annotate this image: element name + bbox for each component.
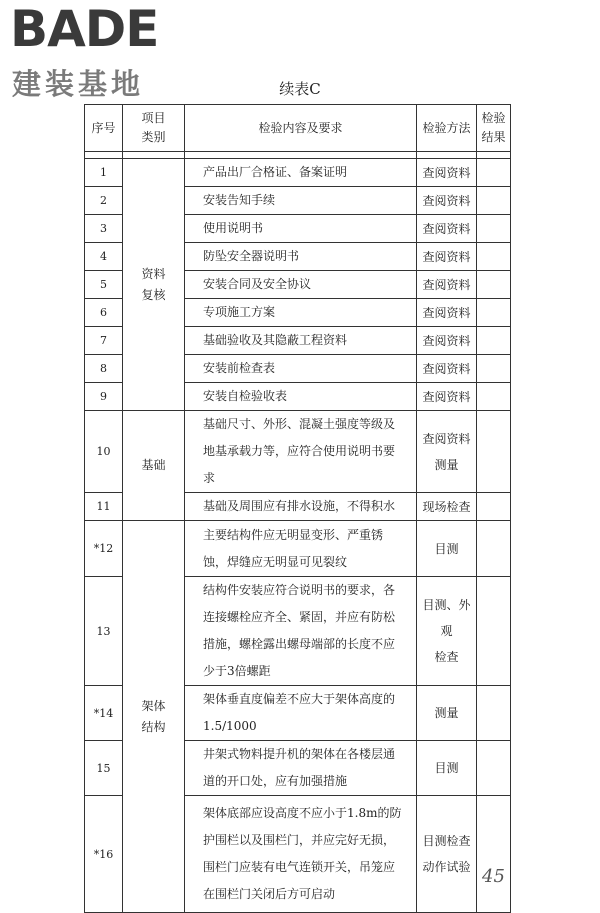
row-number: *14 xyxy=(85,686,123,741)
category-frame: 架体 结构 xyxy=(123,521,185,913)
row-result xyxy=(477,521,511,577)
row-result xyxy=(477,355,511,383)
row-result xyxy=(477,577,511,686)
row-number: 6 xyxy=(85,299,123,327)
row-result xyxy=(477,796,511,913)
row-content: 产品出厂合格证、备案证明 xyxy=(185,159,417,187)
row-method: 查阅资料 xyxy=(417,187,477,215)
row-method: 目测 xyxy=(417,521,477,577)
inspection-table xyxy=(84,104,511,913)
row-method: 查阅资料 xyxy=(417,271,477,299)
row-content: 基础尺寸、外形、混凝土强度等级及地基承载力等，应符合使用说明书要求 xyxy=(185,411,417,493)
row-result xyxy=(477,187,511,215)
row-result xyxy=(477,686,511,741)
row-content: 基础验收及其隐蔽工程资料 xyxy=(185,327,417,355)
row-result xyxy=(477,243,511,271)
table-row xyxy=(85,159,511,187)
row-number: 9 xyxy=(85,383,123,411)
row-content: 基础及周围应有排水设施，不得积水 xyxy=(185,493,417,521)
row-method: 查阅资料 xyxy=(417,299,477,327)
row-method: 查阅资料 xyxy=(417,383,477,411)
row-content: 结构件安装应符合说明书的要求，各连接螺栓应齐全、紧固，并应有防松措施，螺栓露出螺母端部的长度不应少于3倍螺距 xyxy=(185,577,417,686)
header-method: 检验方法 xyxy=(417,105,477,152)
header-content: 检验内容及要求 xyxy=(185,105,417,152)
row-method: 目测、外观 检查 xyxy=(417,577,477,686)
header-result: 检验 结果 xyxy=(477,105,511,152)
row-method: 查阅资料 xyxy=(417,327,477,355)
header-category: 项目 类别 xyxy=(123,105,185,152)
row-result xyxy=(477,215,511,243)
row-method: 查阅资料 测量 xyxy=(417,411,477,493)
row-result xyxy=(477,741,511,796)
row-content: 使用说明书 xyxy=(185,215,417,243)
row-method: 目测检查 动作试验 xyxy=(417,796,477,913)
row-number: 15 xyxy=(85,741,123,796)
logo-subtitle: 建装基地 xyxy=(12,67,145,101)
row-content: 架体垂直度偏差不应大于架体高度的1.5/1000 xyxy=(185,686,417,741)
row-content: 专项施工方案 xyxy=(185,299,417,327)
logo-brand-text: BADE xyxy=(10,0,159,58)
spacer-row xyxy=(85,152,511,159)
row-result xyxy=(477,159,511,187)
table-title: 续表C xyxy=(279,80,321,98)
row-content: 防坠安全器说明书 xyxy=(185,243,417,271)
row-number: 1 xyxy=(85,159,123,187)
row-content: 主要结构件应无明显变形、严重锈蚀，焊缝应无明显可见裂纹 xyxy=(185,521,417,577)
row-number: 11 xyxy=(85,493,123,521)
table-row xyxy=(85,411,511,493)
row-number: 3 xyxy=(85,215,123,243)
row-result xyxy=(477,493,511,521)
table-row xyxy=(85,521,511,577)
row-result xyxy=(477,299,511,327)
row-number: 7 xyxy=(85,327,123,355)
row-number: 10 xyxy=(85,411,123,493)
row-content: 安装告知手续 xyxy=(185,187,417,215)
row-result xyxy=(477,271,511,299)
row-method: 测量 xyxy=(417,686,477,741)
header-row xyxy=(85,105,511,152)
row-content: 井架式物料提升机的架体在各楼层通道的开口处，应有加强措施 xyxy=(185,741,417,796)
row-method: 查阅资料 xyxy=(417,215,477,243)
row-content: 架体底部应设高度不应小于1.8m的防护围栏以及围栏门，并应完好无损，围栏门应装有电气连锁开关，吊笼应在围栏门关闭后方可启动 xyxy=(185,796,417,913)
row-method: 查阅资料 xyxy=(417,355,477,383)
row-method: 现场检查 xyxy=(417,493,477,521)
row-number: 5 xyxy=(85,271,123,299)
row-method: 查阅资料 xyxy=(417,243,477,271)
row-method: 查阅资料 xyxy=(417,159,477,187)
row-number: *12 xyxy=(85,521,123,577)
row-method: 目测 xyxy=(417,741,477,796)
row-content: 安装自检验收表 xyxy=(185,383,417,411)
row-content: 安装前检查表 xyxy=(185,355,417,383)
row-number: 13 xyxy=(85,577,123,686)
row-result xyxy=(477,411,511,493)
row-number: 2 xyxy=(85,187,123,215)
row-content: 安装合同及安全协议 xyxy=(185,271,417,299)
category-docs: 资料 复核 xyxy=(123,159,185,411)
page-number: 45 xyxy=(482,866,505,887)
row-number: 4 xyxy=(85,243,123,271)
category-foundation: 基础 xyxy=(123,411,185,521)
row-number: *16 xyxy=(85,796,123,913)
row-result xyxy=(477,327,511,355)
row-result xyxy=(477,383,511,411)
row-number: 8 xyxy=(85,355,123,383)
header-no: 序号 xyxy=(85,105,123,152)
